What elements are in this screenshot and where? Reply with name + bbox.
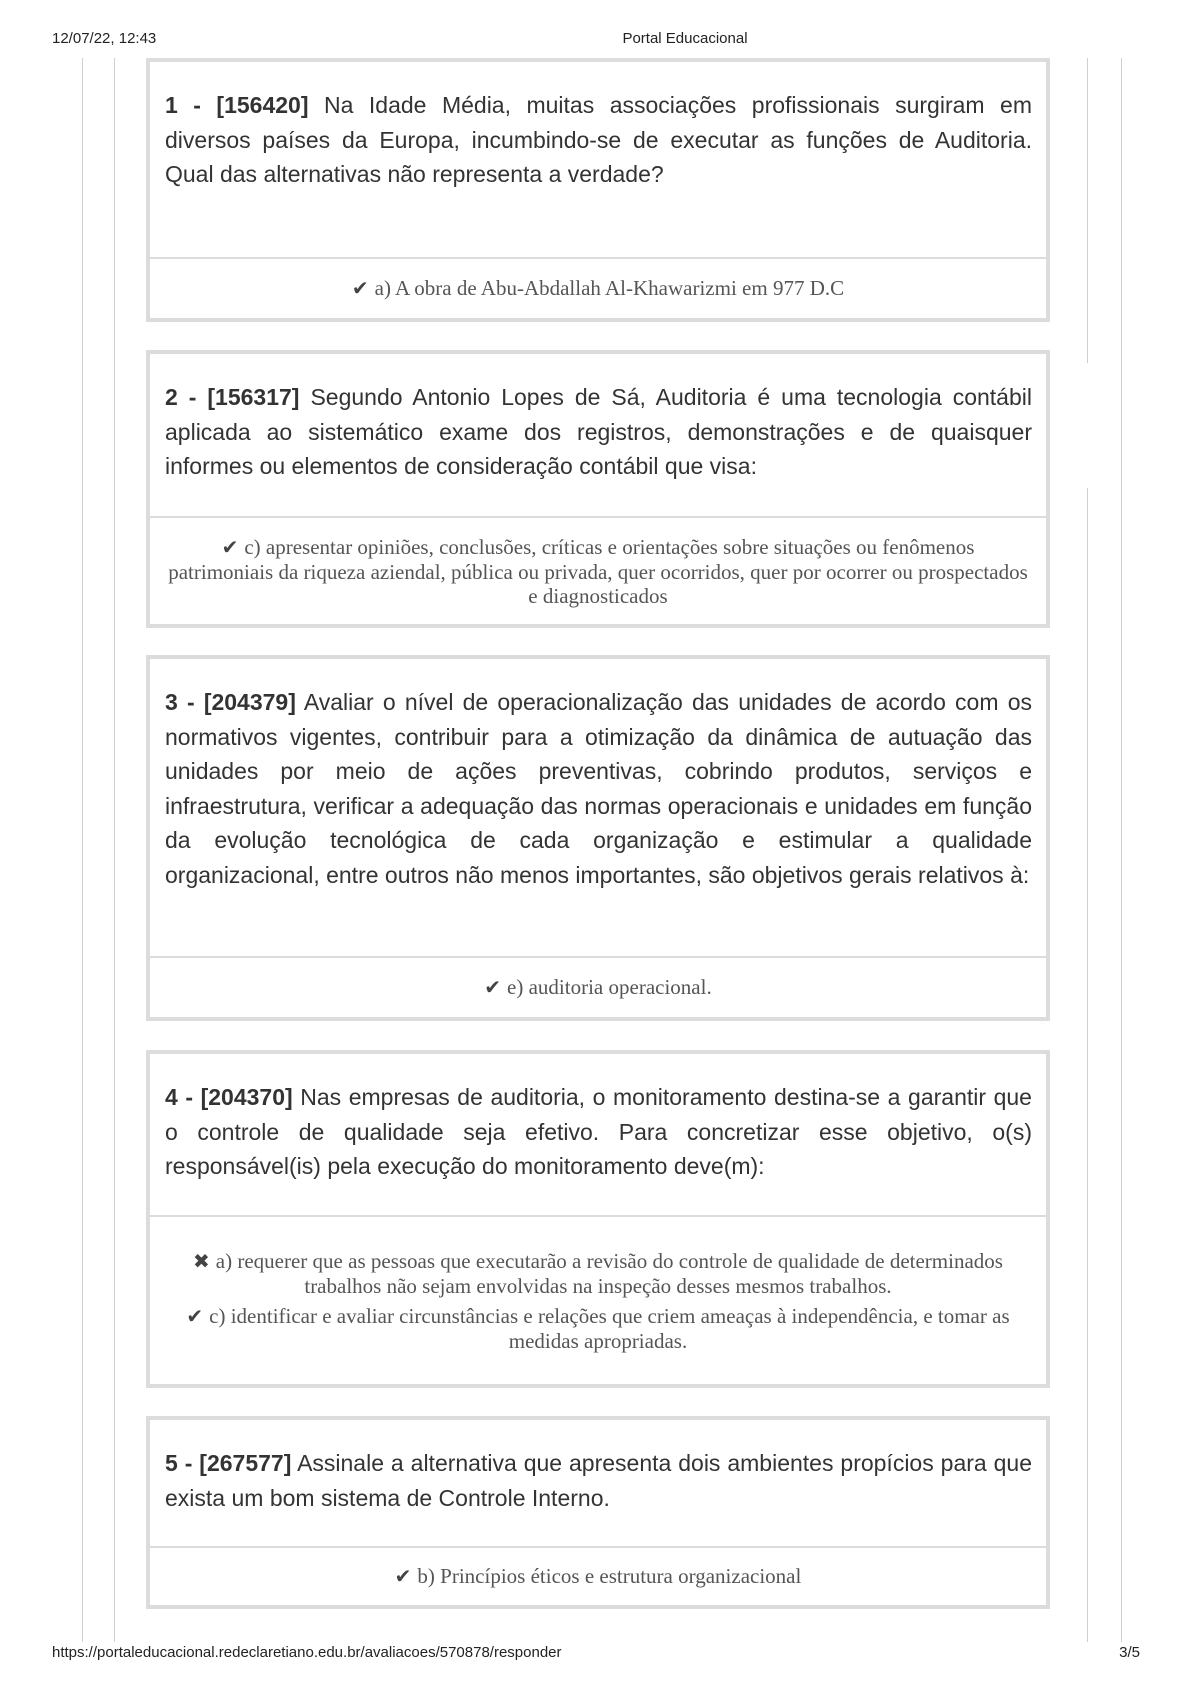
question-text (150, 1054, 1046, 1184)
question-text (150, 354, 1046, 484)
answer-item (352, 276, 844, 301)
question-code: 4 - [204370] (165, 1084, 293, 1110)
question-body: Nas empresas de auditoria, o monitoramento destina-se a garantir que o controle de qualidade seja efetivo. Para concretizar esse objetivo, o(s) responsável(is) pela execução do monitoramento deve(m): (165, 1084, 1032, 1179)
answer-text: c) apresentar opiniões, conclusões, críticas e orientações sobre situações ou fenômenos patrimoniais da riqueza aziendal, pública ou privada, quer ocorridos, quer por ocorrer ou prospectados e diagnosticados (168, 534, 1028, 608)
answer-text: b) Princípios éticos e estrutura organizacional (417, 1564, 802, 1588)
answer-text: a) requerer que as pessoas que executarão a revisão do controle de qualidade de determinados trabalhos não sejam envolvidas na inspeção desses mesmos trabalhos. (215, 1248, 1003, 1298)
question-code: 5 - [267577] (165, 1450, 292, 1476)
check-icon: ✔ (394, 1566, 412, 1588)
answer-item (484, 975, 711, 1000)
check-icon: ✔ (221, 536, 239, 559)
question-text (150, 659, 1046, 892)
answer-text: c) identificar e avaliar circunstâncias e relações que criem ameaças à independência, e tomar as medidas apropriadas. (209, 1303, 1010, 1353)
question-card-2 (146, 350, 1050, 628)
check-icon: ✔ (484, 977, 502, 999)
footer-url: https://portaleducacional.redeclaretiano.edu.br/avaliacoes/570878/responder (52, 1644, 562, 1661)
right-inner-rule-top (1087, 58, 1088, 363)
answer-area (150, 958, 1046, 1017)
answer-area (150, 518, 1046, 624)
answer-item (168, 535, 1028, 608)
page-number: 3/5 (1119, 1644, 1140, 1661)
question-body: Segundo Antonio Lopes de Sá, Auditoria é uma tecnologia contábil aplicada ao sistemático exame dos registros, demonstrações e de quaisquer informes ou elementos de consideração contábil que visa: (165, 384, 1032, 479)
question-text (150, 1420, 1046, 1515)
answer-area (150, 1217, 1046, 1384)
page-title: Portal Educacional (622, 30, 748, 47)
question-card-4 (146, 1050, 1050, 1388)
answer-text: e) auditoria operacional. (507, 975, 712, 999)
question-card-5 (146, 1416, 1050, 1609)
question-body: Na Idade Média, muitas associações profissionais surgiram em diversos países da Europa, incumbindo-se de executar as funções de Auditoria. Qual das alternativas não representa a verdade? (165, 92, 1033, 187)
answer-item (395, 1564, 802, 1589)
question-card-3 (146, 655, 1050, 1021)
left-outer-rule (82, 58, 83, 1642)
answer-area (150, 1548, 1046, 1605)
question-code: 3 - [204379] (165, 689, 296, 715)
question-card-1 (146, 58, 1050, 322)
question-body: Assinale a alternativa que apresenta dois ambientes propícios para que exista um bom sistema de Controle Interno. (165, 1450, 1032, 1511)
answer-item (168, 1304, 1028, 1353)
question-text (150, 62, 1046, 192)
answer-area (150, 259, 1046, 318)
cross-icon: ✖ (193, 1250, 210, 1273)
answer-text: a) A obra de Abu-Abdallah Al-Khawarizmi em 977 D.C (374, 276, 845, 300)
print-date: 12/07/22, 12:43 (52, 30, 157, 47)
check-icon: ✔ (351, 278, 369, 300)
check-icon: ✔ (186, 1305, 204, 1328)
left-inner-rule (114, 58, 115, 1642)
answer-item (168, 1249, 1028, 1298)
question-code: 1 - [156420] (165, 92, 309, 118)
right-outer-rule (1121, 58, 1122, 1642)
right-inner-rule-bottom (1087, 488, 1088, 1642)
question-body: Avaliar o nível de operacionalização das unidades de acordo com os normativos vigentes, contribuir para a otimização da dinâmica de autuação das unidades por meio de ações preventivas, cobrindo produtos, serviços e infraestrutura, verificar a adequação das normas operacionais e unidades em função da evolução tecnológica de cada organização e estimular a qualidade organizacional, entre outros não menos importantes, são objetivos gerais relativos à: (165, 689, 1032, 888)
question-code: 2 - [156317] (165, 384, 300, 410)
